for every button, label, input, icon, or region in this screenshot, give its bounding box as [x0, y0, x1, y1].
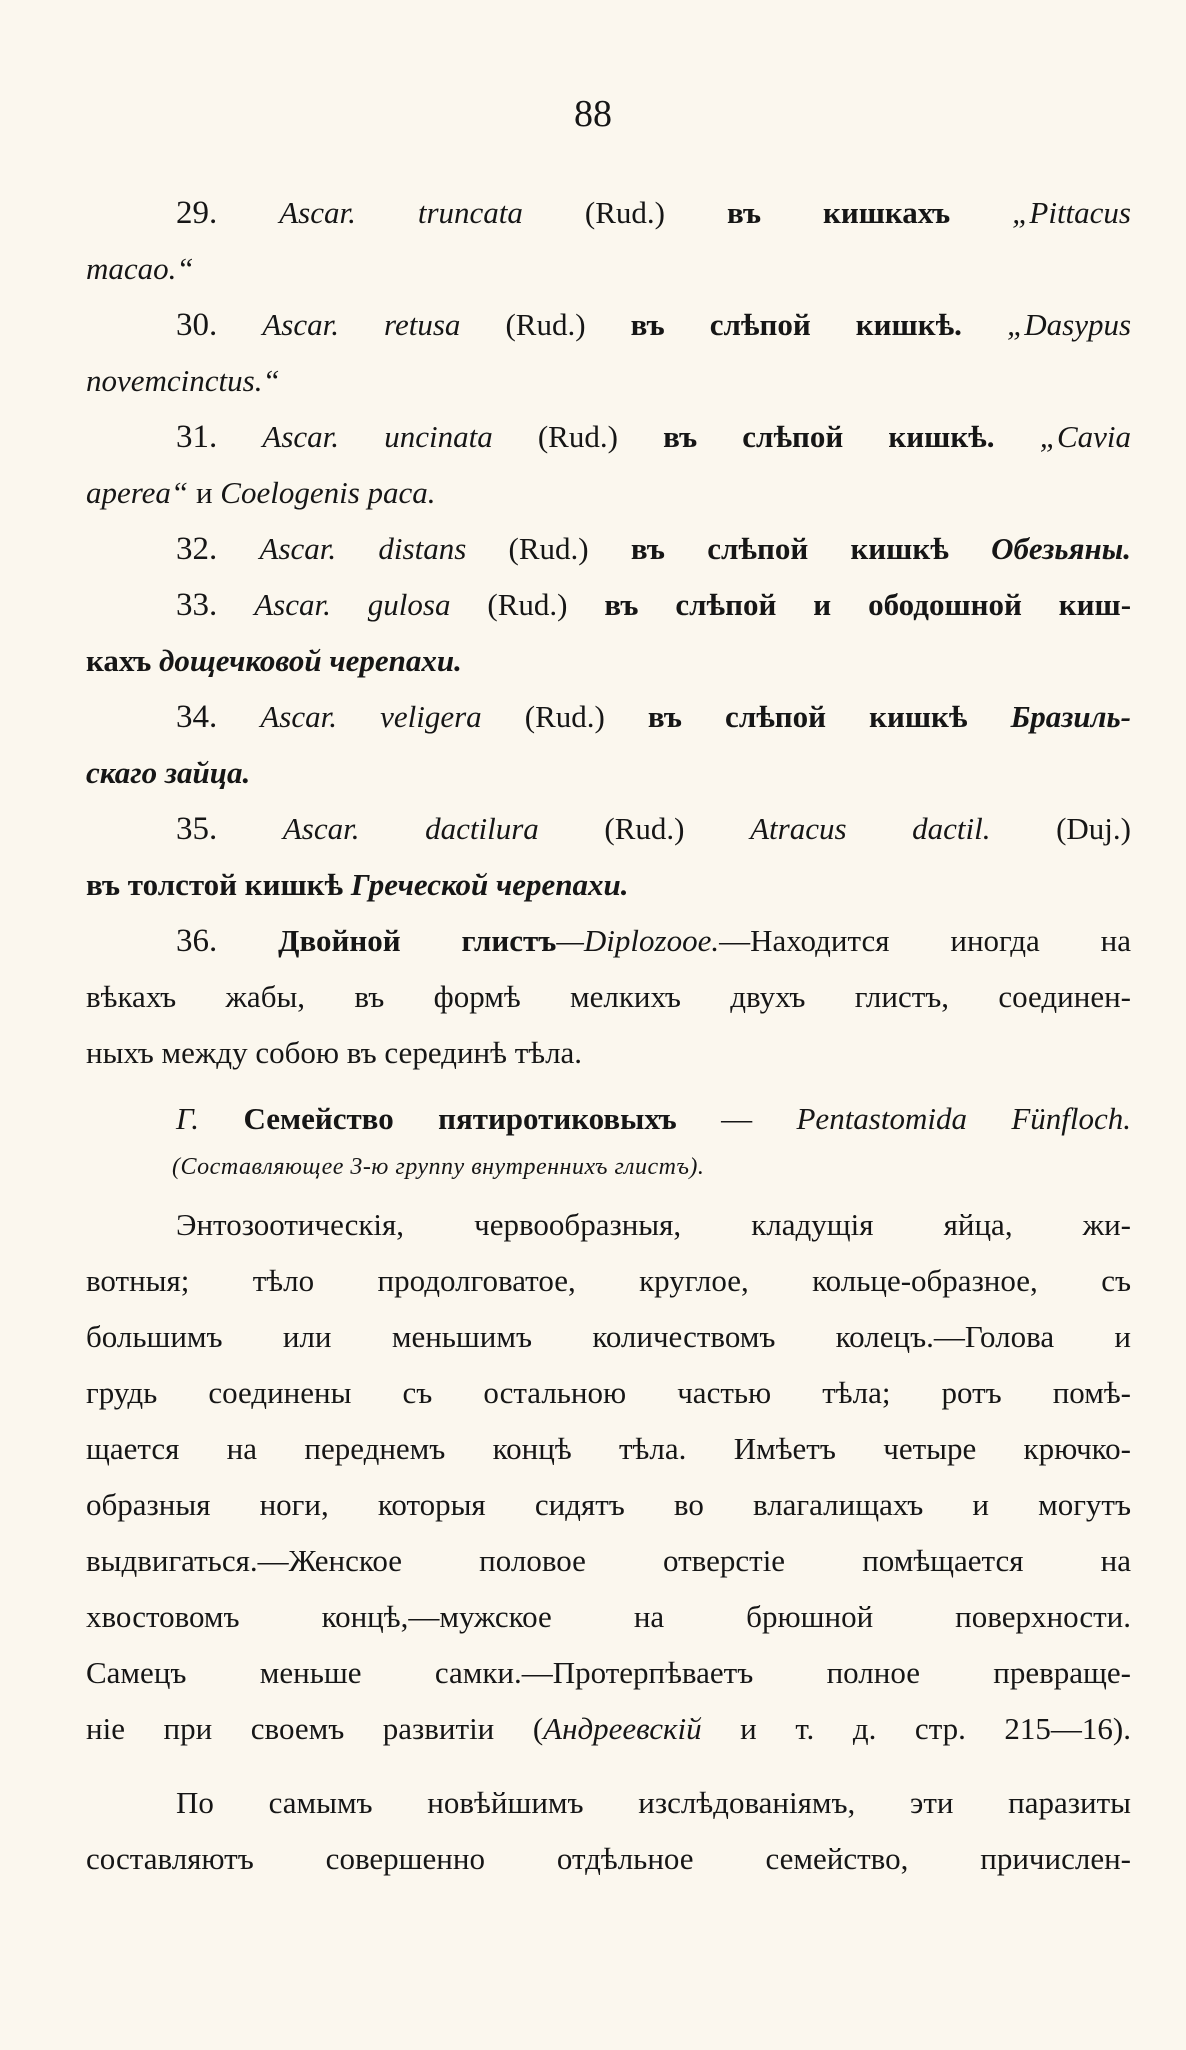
closing-line: По самымъ новѣйшимъ изслѣдованіямъ, эти паразиты: [176, 1785, 1131, 1820]
entry-line: novemcinctus.“: [86, 363, 280, 398]
description-line: Энтозоотическія, червообразныя, кладущія яйца, жи-: [176, 1207, 1131, 1242]
family-subtitle: (Составляющее 3-ю группу внутреннихъ глистъ).: [172, 1154, 705, 1180]
entry-line: вѣкахъ жабы, въ формѣ мелкихъ двухъ глистъ, соединен-: [86, 979, 1131, 1014]
entry-29: [86, 185, 1131, 297]
entry-30: [86, 297, 1131, 409]
entry-34: [86, 689, 1131, 801]
description-line: образныя ноги, которыя сидятъ во влагалищахъ и могутъ: [86, 1487, 1131, 1522]
page-text: [86, 185, 1131, 1887]
description-line: щается на переднемъ концѣ тѣла. Имѣетъ четыре крючко-: [86, 1431, 1131, 1466]
entry-line: 29. Ascar. truncata (Rud.) въ кишкахъ „Pittacus: [176, 195, 1131, 231]
description-line: грудь соединены съ остальною частью тѣла; ротъ помѣ-: [86, 1375, 1131, 1410]
family-heading: [86, 1091, 1131, 1187]
entry-line: 36. Двойной глистъ—Diplozooe.—Находится иногда на: [176, 923, 1131, 959]
closing-line: составляютъ совершенно отдѣльное семейство, причислен-: [86, 1841, 1131, 1876]
entry-line: macao.“: [86, 251, 194, 286]
description-paragraph: [86, 1197, 1131, 1757]
entry-line: 30. Ascar. retusa (Rud.) въ слѣпой кишкѣ. „Dasypus: [176, 307, 1131, 343]
family-title-line: Г. Семейство пятиротиковыхъ — Pentastomida Fünfloch.: [176, 1101, 1131, 1136]
entry-line: aperea“ и Coelogenis paca.: [86, 475, 436, 510]
description-line: большимъ или меньшимъ количествомъ колецъ.—Голова и: [86, 1319, 1131, 1354]
entry-line: 34. Ascar. veligera (Rud.) въ слѣпой кишкѣ Бразиль-: [176, 699, 1131, 735]
entry-35: [86, 801, 1131, 913]
spacer: [86, 1757, 1131, 1775]
entry-line: 35. Ascar. dactilura (Rud.) Atracus dactil. (Duj.): [176, 811, 1131, 847]
description-line: хвостовомъ концѣ,—мужское на брюшной поверхности.: [86, 1599, 1131, 1634]
entry-line: ныхъ между собою въ серединѣ тѣла.: [86, 1035, 583, 1070]
description-line: Самецъ меньше самки.—Протерпѣваетъ полное превраще-: [86, 1655, 1131, 1690]
entry-line: 31. Ascar. uncinata (Rud.) въ слѣпой кишкѣ. „Cavia: [176, 419, 1131, 455]
entry-line: скаго зайца.: [86, 755, 251, 790]
closing-paragraph: [86, 1775, 1131, 1887]
entry-line: 32. Ascar. distans (Rud.) въ слѣпой кишкѣ Обезьяны.: [176, 531, 1131, 567]
entry-line: въ толстой кишкѣ Греческой черепахи.: [86, 867, 629, 902]
description-line: выдвигаться.—Женское половое отверстіе помѣщается на: [86, 1543, 1131, 1578]
entry-32: [86, 521, 1131, 577]
entry-line: кахъ дощечковой черепахи.: [86, 643, 462, 678]
description-line: ніе при своемъ развитіи (Андреевскій и т. д. стр. 215—16).: [86, 1711, 1131, 1746]
description-line: вотныя; тѣло продолговатое, круглое, кольце-образное, съ: [86, 1263, 1131, 1298]
entry-line: 33. Ascar. gulosa (Rud.) въ слѣпой и ободошной киш-: [176, 587, 1131, 623]
page-number: 88: [574, 93, 612, 135]
spacer: [86, 1081, 1131, 1091]
spacer: [86, 1187, 1131, 1197]
entry-33: [86, 577, 1131, 689]
entry-31: [86, 409, 1131, 521]
entry-36: [86, 913, 1131, 1081]
